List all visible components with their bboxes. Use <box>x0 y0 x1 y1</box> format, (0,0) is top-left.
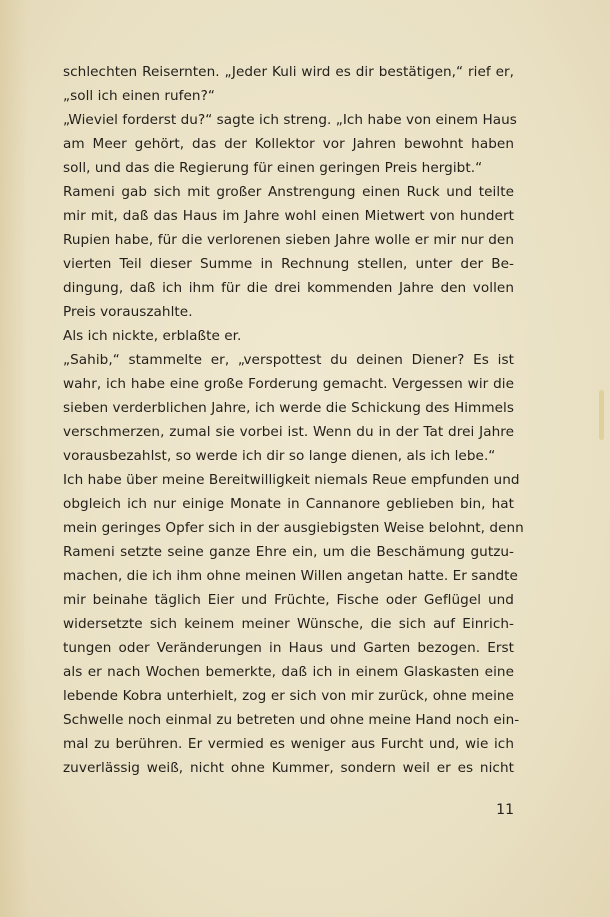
text-line: vierten Teil dieser Summe in Rechnung stellen, unter der Be- <box>63 256 514 272</box>
text-line: soll, und das die Regierung für einen geringen Preis hergibt.“ <box>63 160 483 176</box>
text-line: mal zu berühren. Er vermied es weniger aus Furcht und, wie ich <box>63 736 514 752</box>
text-line: zuverlässig weiß, nicht ohne Kummer, sondern weil er es nicht <box>63 760 514 776</box>
text-line: „Wieviel forderst du?“ sagte ich streng. „Ich habe von einem Haus <box>63 112 517 128</box>
text-line: mir mit, daß das Haus im Jahre wohl einen Mietwert von hundert <box>63 208 514 224</box>
text-line: dingung, daß ich ihm für die drei kommenden Jahre den vollen <box>63 280 514 296</box>
text-line: machen, die ich ihm ohne meinen Willen angetan hatte. Er sandte <box>63 568 518 584</box>
text-line: mir beinahe täglich Eier und Früchte, Fische oder Geflügel und <box>63 592 514 608</box>
text-line: Rameni gab sich mit großer Anstrengung einen Ruck und teilte <box>63 184 514 200</box>
text-line: Schwelle noch einmal zu betreten und ohne meine Hand noch ein- <box>63 712 520 728</box>
text-line: verschmerzen, zumal sie vorbei ist. Wenn du in der Tat drei Jahre <box>63 424 514 440</box>
page-number: 11 <box>496 802 514 818</box>
page-edge-stain <box>599 390 604 440</box>
text-line: wahr, ich habe eine große Forderung gemacht. Vergessen wir die <box>63 376 514 392</box>
text-line: lebende Kobra unterhielt, zog er sich von mir zurück, ohne meine <box>63 688 514 704</box>
text-line: „Sahib,“ stammelte er, „verspottest du deinen Diener? Es ist <box>63 352 514 368</box>
text-line: Rupien habe, für die verlorenen sieben Jahre wolle er mir nur den <box>63 232 514 248</box>
text-line: „soll ich einen rufen?“ <box>63 88 215 104</box>
text-line: sieben verderblichen Jahre, ich werde die Schickung des Himmels <box>63 400 514 416</box>
text-line: Preis vorauszahlte. <box>63 304 193 320</box>
text-line: mein geringes Opfer sich in der ausgiebigsten Weise belohnt, denn <box>63 520 524 536</box>
text-line: tungen oder Veränderungen in Haus und Garten bezogen. Erst <box>63 640 514 656</box>
text-line: am Meer gehört, das der Kollektor vor Jahren bewohnt haben <box>63 136 514 152</box>
text-line: Rameni setzte seine ganze Ehre ein, um die Beschämung gutzu- <box>63 544 514 560</box>
text-line: obgleich ich nur einige Monate in Cannanore geblieben bin, hat <box>63 496 514 512</box>
text-line: schlechten Reisernten. „Jeder Kuli wird es dir bestätigen,“ rief er, <box>63 64 514 80</box>
text-line: widersetzte sich keinem meiner Wünsche, die sich auf Einrich- <box>63 616 514 632</box>
text-line: Ich habe über meine Bereitwilligkeit niemals Reue empfunden und <box>63 472 520 488</box>
text-line: als er nach Wochen bemerkte, daß ich in einem Glaskasten eine <box>63 664 514 680</box>
text-line: vorausbezahlst, so werde ich dir so lange dienen, als ich lebe.“ <box>63 448 496 464</box>
text-line: Als ich nickte, erblaßte er. <box>63 328 242 344</box>
